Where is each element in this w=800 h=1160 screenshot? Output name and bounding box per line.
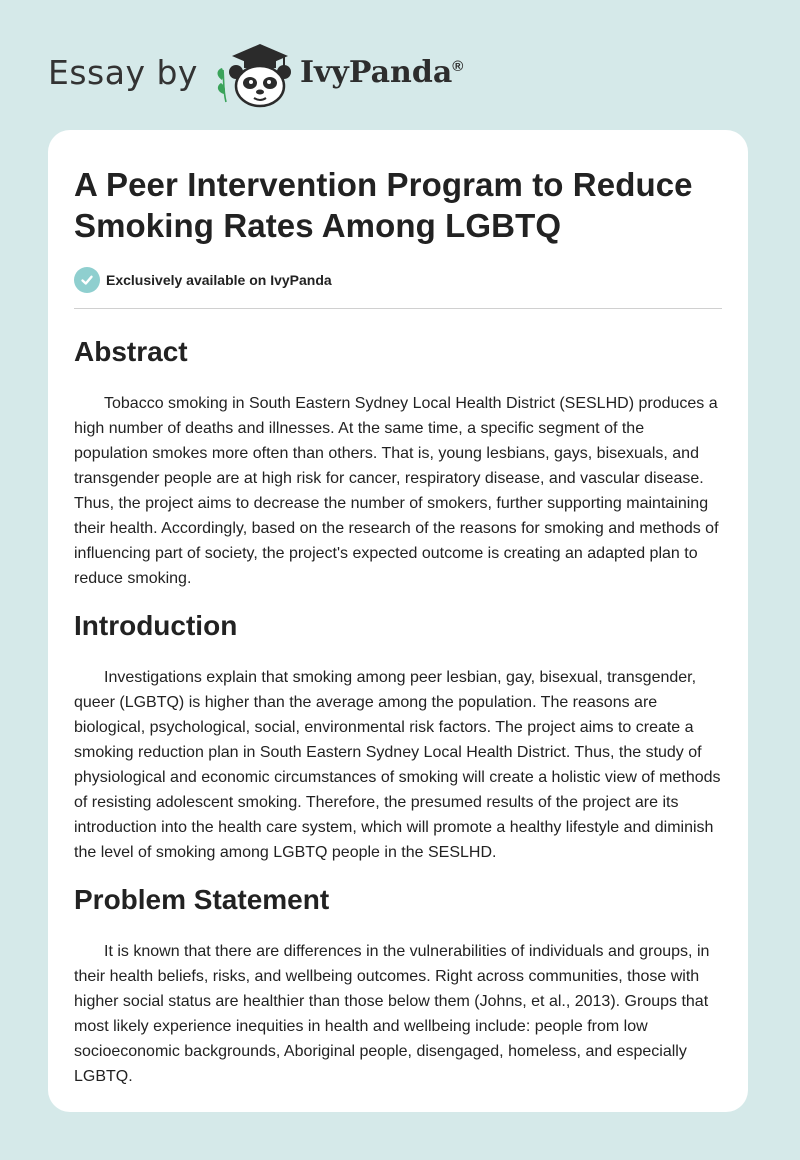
check-icon <box>74 267 100 293</box>
brand-prefix: Essay by <box>48 52 198 92</box>
page-title: A Peer Intervention Program to Reduce Smoking Rates Among LGBTQ <box>74 166 693 244</box>
site-header <box>48 36 463 108</box>
divider <box>74 308 722 309</box>
section-heading-problem-statement: Problem Statement <box>74 884 330 915</box>
exclusive-label: Exclusively available on IvyPanda <box>106 272 332 288</box>
essay-card <box>48 130 748 1112</box>
section-body-problem-statement: It is known that there are differences in the vulnerabilities of individuals and groups, in their health beliefs, risks, and wellbeing outcomes. Right across communities, those with higher social status are healthier than those below them (Johns, et al., 2013). Groups that most likely experience inequities in health and wellbeing include: people from low socioeconomic backgrounds, Aboriginal people, disengaged, homeless, and especially LGBTQ. <box>74 943 710 1085</box>
section-heading-introduction: Introduction <box>74 610 238 641</box>
exclusive-badge <box>74 266 722 294</box>
section-heading-abstract: Abstract <box>74 336 188 367</box>
brand-name[interactable]: IvyPanda® <box>299 54 464 90</box>
panda-graduate-icon[interactable] <box>210 36 296 108</box>
section-body-introduction: Investigations explain that smoking among peer lesbian, gay, bisexual, transgender, queer (LGBTQ) is higher than the average among the population. The reasons are biological, psychological, social, environmental risk factors. The project aims to create a smoking reduction plan in South Eastern Sydney Local Health District. Thus, the study of physiological and economic circumstances of smoking will create a holistic view of methods of resisting adolescent smoking. Therefore, the presumed results of the project are its introduction into the health care system, which will promote a healthy lifestyle and diminish the level of smoking among LGBTQ people in the SESLHD. <box>74 669 721 861</box>
section-body-abstract: Tobacco smoking in South Eastern Sydney Local Health District (SESLHD) produces a high number of deaths and illnesses. At the same time, a specific segment of the population smokes more often than others. That is, young lesbians, gays, bisexuals, and transgender people are at high risk for cancer, respiratory disease, and vascular disease. Thus, the project aims to decrease the number of smokers, further supporting maintaining their health. Accordingly, based on the research of the reasons for smoking and methods of influencing part of society, the project's expected outcome is creating an adapted plan to reduce smoking. <box>74 395 719 587</box>
